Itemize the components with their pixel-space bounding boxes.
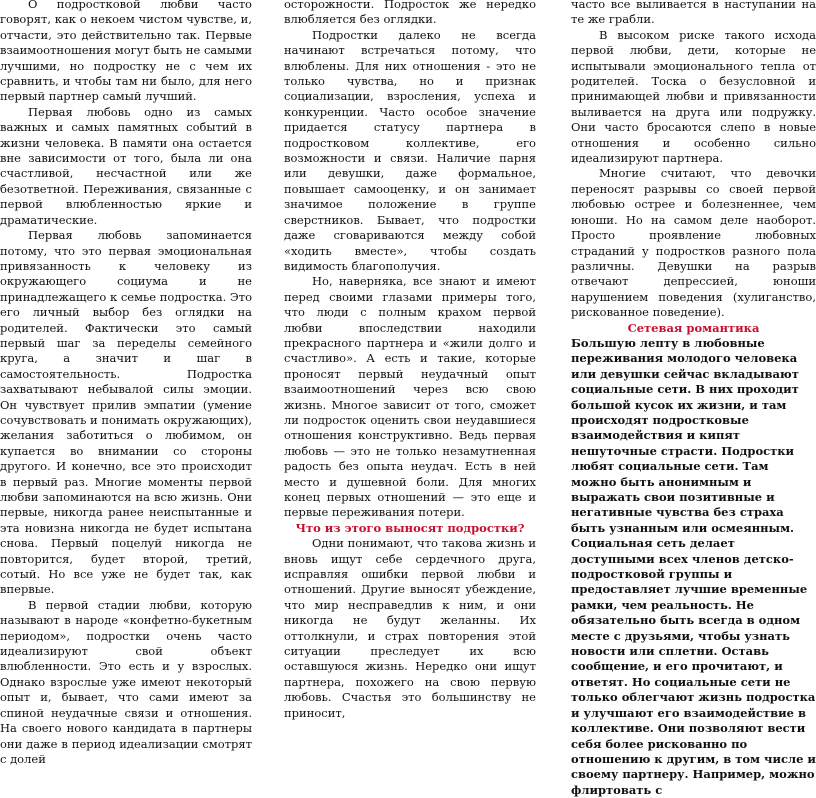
paragraph: Первая любовь одно из самых важных и самых памятных событий в жизни человека. В памяти она остается вне зависимости от того, была ли она счастливой, несчастной или же безответной. Переживания, связанные с первой влюбленностью яркие и драматические. xyxy=(0,104,252,227)
paragraph: часто все выливается в наступании на те же грабли. xyxy=(571,0,816,27)
bold-paragraph: Большую лепту в любовные переживания молодого человека или девушки сейчас вкладывают социальные сети. В них проходит большой кусок их жизни, и там происходят подростковые взаимодействия и кипят нешуточные страсти. Подростки любят социальные сети. Там можно быть анонимным и выражать свои позитивные и негативные чувства без страха быть узнанным или осмеянным. Социальная сеть делает доступными всех членов детско-подростковой группы и предоставляет лучшие временные рамки, чем реальность. Не обязательно быть всегда в одном месте с друзьями, чтобы узнать новости или сплетни. Оставь сообщение, и его прочитают, и ответят. Но социальные сети не только облегчают жизнь подростка и улучшают его взаимодействие в коллективе. Они позволяют вести себя более рискованно по отношению к другим, в том числе и своему партнеру. Например, можно флиртовать с xyxy=(571,335,816,797)
paragraph: В первой стадии любви, которую называют в народе «конфетно-букетным периодом», подростки очень часто идеализируют свой объект влюбленности. Это есть и у взрослых. Однако взрослые уже имеют некоторый опыт и, бывает, что сами имеют за спиной неудачные связи и отношения. На своего нового кандидата в партнеры они даже в период идеализации смотрят с долей xyxy=(0,597,252,766)
section-heading: Сетевая романтика xyxy=(627,320,760,335)
paragraph: осторожности. Подросток же нередко влюбляется без оглядки. xyxy=(284,0,536,27)
paragraph: Подростки далеко не всегда начинают встречаться потому, что влюблены. Для них отношения - это не только чувства, но и признак социализации, взросления, успеха и конкуренции. Часто особое значение придается статусу партнера в подростковом коллективе, его возможности и связи. Наличие парня или девушки, даже формальное, повышает самооценку, и он занимает значимое положение в группе сверстников. Бывает, что подростки даже сговариваются между собой «ходить вместе», чтобы создать видимость благополучия. xyxy=(284,27,536,273)
paragraph: Многие считают, что девочки переносят разрывы со своей первой любовью острее и болезненнее, чем юноши. Но на самом деле наоборот. Просто проявление любовных страданий у подростков разного пола различны. Девушки на разрыв отвечают депрессией, юноши нарушением поведения (хулиганство, рискованное поведение). xyxy=(571,166,816,320)
paragraph: В высоком риске такого исхода первой любви, дети, которые не испытывали эмоционального тепла от родителей. Тоска о безусловной и принимающей любви и привязанности выливается на друга или подружку. Они часто бросаются слепо в новые отношения и особенно сильно идеализируют партнера. xyxy=(571,27,816,166)
paragraph: О подростковой любви часто говорят, как о некоем чистом чувстве, и, отчасти, это действительно так. Первые взаимоотношения могут быть не самыми лучшими, но подростку не с чем их сравнить, и чтобы там ни было, для него первый партнер самый лучший. xyxy=(0,0,252,104)
section-heading: Что из этого выносят подростки? xyxy=(295,520,525,535)
text-column-1 xyxy=(0,0,253,766)
paragraph: Первая любовь запоминается потому, что это первая эмоциональная привязанность к человеку из окружающего социума и не принадлежащего к семье подростка. Это его личный выбор без оглядки на родителей. Фактически это самый первый шаг за переделы семейного круга, а значит и шаг в самостоятельность. Подростка захватывают небывалой силы эмоции. Он чувствует прилив эмпатии (умение сочувствовать и понимать окружающих), желания заботиться о любимом, он купается во внимании со стороны другого. И конечно, все это происходит в первый раз. Многие моменты первой любви запоминаются на всю жизнь. Они первые, никогда ранее неиспытанные и эта новизна никогда не будет испытана снова. Первый поцелуй никогда не повторится, будет второй, третий, сотый. Но все уже не будет так, как впервые. xyxy=(0,228,253,597)
paragraph: Одни понимают, что такова жизнь и вновь ищут себе сердечного друга, исправляя ошибки первой любви и отношений. Другие выносят убеждение, что мир несправедлив к ним, и они никогда не будут желанны. Их оттолкнули, и страх повторения этой ситуации преследует их всю оставшуюся жизнь. Нередко они ищут партнера, похожего на свою первую любовь. Счастья это большинству не приносит, xyxy=(284,536,536,720)
text-column-3 xyxy=(571,0,816,797)
paragraph: Но, наверняка, все знают и имеют перед своими глазами примеры того, что люди с полным крахом первой любви впоследствии находили прекрасного партнера и «жили долго и счастливо». А есть и такие, которые проносят первый неудачный опыт взаимоотношений через всю свою жизнь. Многое зависит от того, сможет ли подросток оценить свои неудавшиеся отношения конструктивно. Ведь первая любовь — это не только незамутненная радость без опыта неудач. Есть в ней место и душевной боли. Для многих конец первых отношений — это еще и первые переживания потери. xyxy=(284,274,536,520)
text-column-2 xyxy=(284,0,536,720)
